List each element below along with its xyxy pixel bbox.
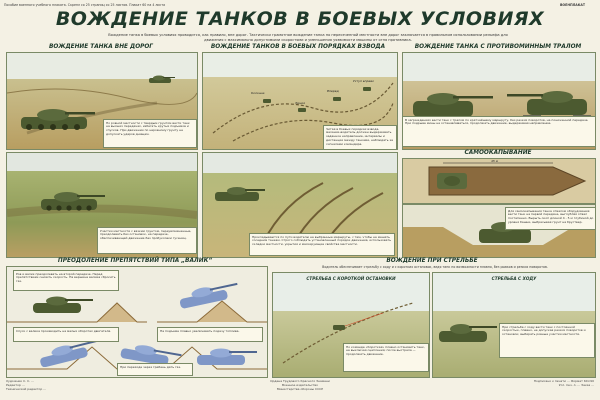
short-stop-title: СТРЕЛЬБА С КОРОТКОЙ ОСТАНОВКИ — [306, 276, 396, 281]
obstacles-caption-1: Ров и валик преодолевать на второй передаче. Перед препятствием снизить скорость. На вершине валика сбросить газ. — [13, 270, 119, 291]
entrench-dimension: 45 м — [491, 159, 499, 163]
footer-left: Художник С. С. ... Редактор ... Технический редактор ... — [6, 379, 47, 391]
entrench-side — [402, 204, 596, 258]
firing-tank-icon — [437, 317, 499, 347]
formation-label-echelon: Уступ вправо — [353, 79, 374, 83]
obstacle-tank-blue-icon — [195, 343, 259, 371]
off-road-panel-2 — [6, 152, 198, 258]
obstacle-tank-icon — [31, 291, 95, 319]
firing-intro: Водитель обеспечивает стрельбу с ходу и с коротких остановок, ведя танк по возможности плавно, без рывков и резких поворотов. — [322, 265, 548, 269]
entrench-caption: Для самоокапывания танка отвалом оборудования вести танк на первой передаче, выглубляя отвал постепенно. Вырыть окоп длиной 4 - 5 м глубиной до уровня башни, выбрасывая грунт на бруствер. — [505, 207, 596, 230]
tank-icon — [17, 103, 97, 135]
section-title-platoon: ВОЖДЕНИЕ ТАНКОВ В БОЕВЫХ ПОРЯДКАХ ВЗВОДА — [210, 44, 386, 50]
obstacle-tank-blue-icon — [37, 339, 101, 367]
off-road-caption-1: По ровной местности с твердым грунтом вести танк на высших передачах, избегать крутых подъемов и спусков. При движении по неровному грунту не допускать ударов днищем. — [103, 119, 197, 148]
section-title-trawl: ВОЖДЕНИЕ ТАНКА С ПРОТИВОМИННЫМ ТРАЛОМ — [414, 44, 582, 50]
publisher-note: Пособие военного учебного плаката. Скрепл со 25 страниц со 25 листов. Плакат 60 на 4 листа — [4, 3, 166, 7]
firing-short-stop-panel — [272, 272, 430, 378]
platoon-caption-1: Читая в боевых порядках взвода, механик-водитель должен выдерживать заданное направление, интервалы и дистанции между танками, наблюдать за сигналами командира. — [323, 125, 397, 150]
platoon-panel-1 — [202, 52, 398, 150]
tank-icon — [213, 183, 267, 205]
trawl-caption: В заграждениях вести танк с тралом по кратчайшему маршруту, без резких поворотов, на пониженной передаче. При подрыве мины не останавливаться, продолжать движение, выдерживая направление. — [402, 116, 596, 147]
entrench-plan — [402, 158, 596, 204]
platoon-panel-2 — [202, 152, 398, 258]
on-move-title: СТРЕЛЬБА С ХОДУ — [491, 276, 537, 281]
section-title-entrench: САМООКАПЫВАНИЕ — [464, 150, 532, 156]
section-title-firing: ВОЖДЕНИЕ ПРИ СТРЕЛЬБЕ — [386, 258, 478, 264]
section-title-obstacles: ПРЕОДОЛЕНИЕ ПРЕПЯТСТВИЙ ТИПА „ВАЛИК“ — [57, 258, 213, 264]
obstacles-panel — [6, 266, 268, 378]
obstacle-tank-blue-icon — [177, 281, 241, 309]
publisher-code: ВОЕНПЛАКАТ — [560, 3, 586, 7]
off-road-panel-1 — [6, 52, 198, 150]
obstacles-caption-4: При переходе через гребень дать газ. — [117, 363, 193, 376]
on-move-caption: При стрельбе с ходу вести танк с постоянной скоростью, плавно, не допуская резких поворотов и остановок; выбирать ровные участки местности. — [499, 323, 595, 358]
section-title-off-road: ВОЖДЕНИЕ ТАНКА ВНЕ ДОРОГ — [49, 44, 153, 50]
tank-icon — [37, 187, 107, 215]
footer-right: Подписано к печати ... Формат 60×90 Усл. печ. л. ... Заказ ... — [533, 379, 594, 387]
firing-on-move-panel — [432, 272, 596, 378]
distant-tank-icon — [147, 73, 177, 85]
entrench-diagram — [403, 159, 595, 203]
obstacles-caption-3: Спуск с валика производить на малых оборотах двигателя. — [13, 327, 119, 342]
formation-label-forward: Вперед — [327, 89, 339, 93]
poster-intro: Вождение танка в боевых условиях проводится, как правило, вне дорог. Тактически грамотное вождение танка по пересеченной местности вне дорог заключается в правильном использовании рельефа для движения с максимально допустимыми скоростями и уменьшения уязвимости машины от огня противника. — [108, 33, 508, 42]
obstacles-caption-2: На подъеме плавно увеличивать подачу топлива. — [157, 327, 263, 342]
off-road-caption-2: Участки местности с вязким грунтом, переувлажненные, преодолевать без остановок, на передаче, обеспечивающей движение без пробуксовки гусениц. — [97, 227, 197, 254]
formation-label-column: Колонна — [251, 91, 265, 95]
sky — [403, 53, 595, 83]
platoon-caption-2: Прокладываются по пути водителю не выбранные маршруты, с тем, чтобы не мешать соседним танкам. Строго соблюдать установленный порядок движения, использовать складки местности, укрытия и маскирующие свойства местности. — [249, 233, 395, 256]
footer-middle: Ордена Трудового Красного Знамени Военное издательство Министерства обороны СССР — [270, 379, 330, 391]
short-stop-caption: По команде «Короткая» плавно остановить танк, не выключая сцепления; после выстрела — продолжить движение. — [343, 343, 429, 372]
formation-label-line: Линия — [295, 101, 305, 105]
poster-title: ВОЖДЕНИЕ ТАНКОВ В БОЕВЫХ УСЛОВИЯХ — [55, 8, 545, 30]
